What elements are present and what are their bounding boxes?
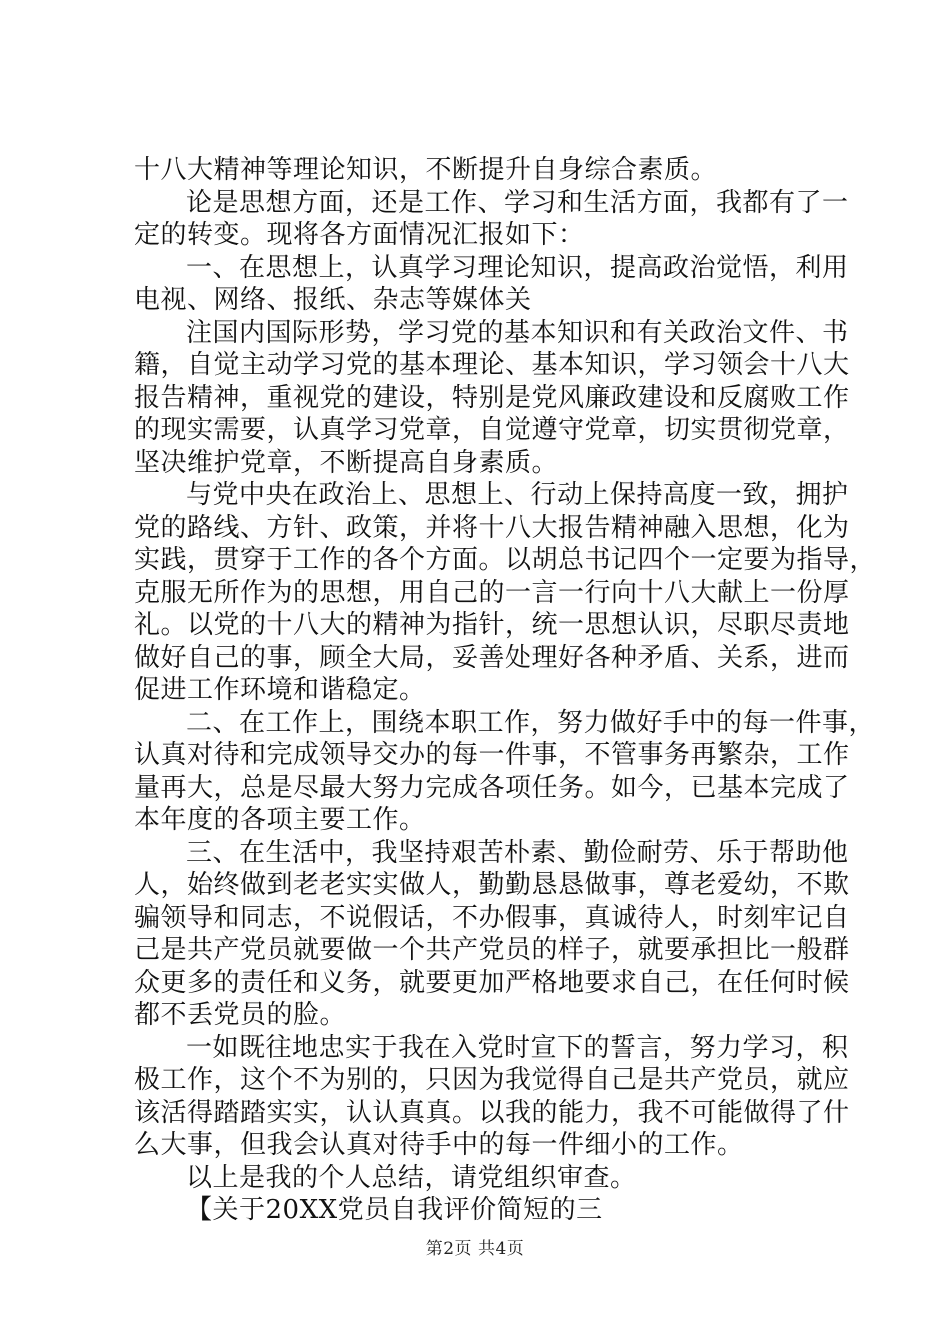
- text-line: 认真对待和完成领导交办的每一件事，不管事务再繁杂，工作: [134, 740, 850, 770]
- text-line: 一如既往地忠实于我在入党时宣下的誓言，努力学习，积: [186, 1032, 849, 1063]
- text-line: 一、在思想上，认真学习理论知识，提高政治觉悟，利用: [186, 252, 849, 283]
- text-line: 【关于20XX党员自我评价简短的三: [186, 1195, 603, 1225]
- text-line: 量再大，总是尽最大努力完成各项任务。如今，已基本完成了: [134, 772, 850, 803]
- text-line: 极工作，这个不为别的，只因为我觉得自己是共产党员，就应: [134, 1065, 850, 1095]
- text-line: 都不丢党员的脸。: [134, 1000, 347, 1030]
- text-line: 电视、网络、报纸、杂志等媒体关: [134, 285, 532, 315]
- page-footer: 第2页 共4页: [425, 1239, 525, 1259]
- text-line: 的现实需要，认真学习党章，自觉遵守党章，切实贯彻党章，: [134, 415, 850, 445]
- text-line: 十八大精神等理论知识，不断提升自身综合素质。: [134, 155, 718, 185]
- text-line: 人，始终做到老老实实做人，勤勤恳恳做事，尊老爱幼，不欺: [134, 870, 850, 900]
- text-line: 己是共产党员就要做一个共产党员的样子，就要承担比一般群: [134, 935, 850, 965]
- text-line: 实践，贯穿于工作的各个方面。以胡总书记四个一定要为指导，: [134, 545, 877, 575]
- document-body: [134, 154, 877, 1227]
- text-line: 众更多的责任和义务，就要更加严格地要求自己，在任何时候: [134, 967, 850, 998]
- text-line: 促进工作环境和谐稳定。: [134, 675, 426, 705]
- text-line: 报告精神，重视党的建设，特别是党风廉政建设和反腐败工作: [134, 382, 850, 413]
- text-line: 与党中央在政治上、思想上、行动上保持高度一致，拥护: [186, 480, 849, 510]
- text-line: 党的路线、方针、政策，并将十八大报告精神融入思想，化为: [134, 512, 850, 543]
- text-line: 该活得踏踏实实，认认真真。以我的能力，我不可能做得了什: [134, 1097, 850, 1128]
- text-line: 以上是我的个人总结，请党组织审查。: [186, 1162, 637, 1193]
- text-line: 骗领导和同志，不说假话，不办假事，真诚待人，时刻牢记自: [134, 902, 850, 933]
- text-line: 注国内国际形势，学习党的基本知识和有关政治文件、书: [186, 317, 849, 348]
- text-line: 定的转变。现将各方面情况汇报如下：: [134, 220, 585, 250]
- text-line: 克服无所作为的思想，用自己的一言一行向十八大献上一份厚: [134, 577, 850, 608]
- text-line: 籍，自觉主动学习党的基本理论、基本知识，学习领会十八大: [134, 350, 850, 380]
- text-line: 么大事，但我会认真对待手中的每一件细小的工作。: [134, 1130, 744, 1160]
- text-line: 本年度的各项主要工作。: [134, 805, 426, 835]
- text-line: 坚决维护党章，不断提高自身素质。: [134, 447, 559, 478]
- text-line: 三、在生活中，我坚持艰苦朴素、勤俭耐劳、乐于帮助他: [186, 837, 849, 868]
- text-line: 礼。以党的十八大的精神为指针，统一思想认识，尽职尽责地: [134, 610, 850, 640]
- text-line: 论是思想方面，还是工作、学习和生活方面，我都有了一: [186, 187, 849, 218]
- text-line: 二、在工作上，围绕本职工作，努力做好手中的每一件事，: [186, 707, 876, 738]
- text-line: 做好自己的事，顾全大局，妥善处理好各种矛盾、关系，进而: [134, 642, 850, 673]
